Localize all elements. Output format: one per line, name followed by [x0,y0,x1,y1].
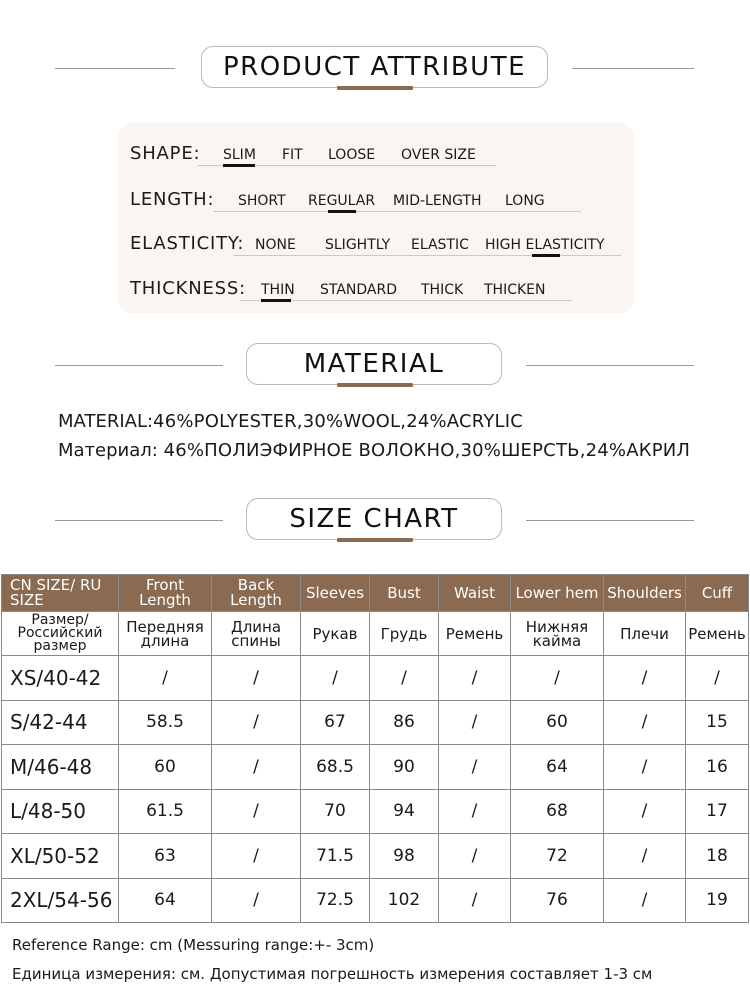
measurement-cell: 58.5 [119,700,212,745]
measurement-cell: 15 [686,700,749,745]
measurement-cell: / [439,789,511,834]
measurement-cell: / [119,656,212,701]
measurement-cell: 60 [511,700,604,745]
table-row [2,745,749,790]
measurement-cell: 19 [686,878,749,923]
column-header: Waist [439,575,511,612]
attribute-option: THIN [261,282,295,298]
measurement-cell: 18 [686,834,749,879]
measurement-cell: / [511,656,604,701]
reference-range-note: Reference Range: cm (Messuring range:+- 3cm) [12,936,375,954]
attribute-option: ELASTIC [411,237,469,253]
divider-line [572,68,694,69]
measurement-cell: 76 [511,878,604,923]
selected-mark [328,210,356,213]
measurement-cell: / [686,656,749,701]
measurement-cell: 102 [370,878,439,923]
measurement-cell: 63 [119,834,212,879]
divider-line [526,365,694,366]
table-header-row-ru [2,612,749,656]
measurement-cell: / [370,656,439,701]
column-header: Передняя длина [119,612,212,656]
measurement-cell: 72 [511,834,604,879]
measurement-cell: / [604,834,686,879]
measurement-cell: / [212,700,301,745]
measurement-cell: / [604,789,686,834]
material-label: Материал: [58,440,158,461]
selected-mark [261,299,291,302]
attribute-label: ELASTICITY: [130,233,245,254]
measurement-cell: 60 [119,745,212,790]
attribute-option: FIT [282,147,303,163]
size-label-cell: XS/40-42 [2,656,119,701]
measurement-cell: / [604,878,686,923]
attribute-option: NONE [255,237,296,253]
column-header: Ремень [439,612,511,656]
measurement-cell: 72.5 [301,878,370,923]
measurement-cell: / [604,656,686,701]
measurement-cell: 68.5 [301,745,370,790]
measurement-cell: / [439,834,511,879]
measurement-cell: / [439,656,511,701]
attribute-option: THICK [421,282,464,298]
attribute-option: LONG [505,193,545,209]
attribute-option: LOOSE [328,147,376,163]
attribute-row-thickness [118,266,634,306]
column-header: Cuff [686,575,749,612]
size-chart-body [2,656,749,923]
column-header: Bust [370,575,439,612]
column-header: Sleeves [301,575,370,612]
measurement-cell: / [604,745,686,790]
divider-line [55,520,223,521]
attribute-label: SHAPE: [130,143,201,164]
attribute-option: MID-LENGTH [393,193,482,209]
material-value: 46%ПОЛИЭФИРНОЕ ВОЛОКНО,30%ШЕРСТЬ,24%АКРИЛ [163,440,691,461]
selected-mark [532,254,560,257]
measurement-cell: / [212,789,301,834]
attribute-option: SHORT [238,193,286,209]
measurement-cell: 68 [511,789,604,834]
column-header: Ремень [686,612,749,656]
attribute-underline [233,255,621,256]
attribute-row-shape [118,131,634,171]
title-accent-bar [337,538,413,542]
column-header: Размер/ Российский размер [2,612,119,656]
size-chart-table [1,574,749,923]
measurement-cell: / [439,745,511,790]
measurement-cell: 64 [511,745,604,790]
attribute-option: SLIM [223,147,256,163]
column-header: Нижняя кайма [511,612,604,656]
table-row [2,878,749,923]
size-chart-header [0,498,750,544]
attribute-panel [118,123,634,313]
measurement-cell: / [212,878,301,923]
column-header: Плечи [604,612,686,656]
measurement-note-ru: Единица измерения: см. Допустимая погрешность измерения составляет 1-3 см [12,965,653,983]
material-line-ru [58,440,690,461]
section-title: MATERIAL [246,343,502,385]
measurement-cell: 16 [686,745,749,790]
column-header: Длина спины [212,612,301,656]
measurement-cell: 64 [119,878,212,923]
size-label-cell: 2XL/54-56 [2,878,119,923]
selected-mark [223,164,255,167]
measurement-cell: 71.5 [301,834,370,879]
table-header-row-en [2,575,749,612]
measurement-cell: 98 [370,834,439,879]
divider-line [55,365,223,366]
material-header [0,343,750,389]
attribute-option: SLIGHTLY [325,237,391,253]
attribute-option: THICKEN [484,282,546,298]
table-row [2,834,749,879]
column-header: Рукав [301,612,370,656]
attribute-option: REGULAR [308,193,376,209]
attribute-option: HIGH ELASTICITY [485,237,605,253]
measurement-cell: 86 [370,700,439,745]
attribute-label: THICKNESS: [130,278,246,299]
attribute-label: LENGTH: [130,189,215,210]
measurement-cell: / [212,745,301,790]
size-label-cell: S/42-44 [2,700,119,745]
product-attribute-header [0,46,750,92]
divider-line [55,68,175,69]
section-title: PRODUCT ATTRIBUTE [201,46,548,88]
size-label-cell: M/46-48 [2,745,119,790]
column-header: Back Length [212,575,301,612]
attribute-underline [213,211,581,212]
material-line-en [58,411,523,432]
measurement-cell: / [212,656,301,701]
measurement-cell: / [439,700,511,745]
measurement-cell: / [212,834,301,879]
attribute-option: OVER SIZE [401,147,476,163]
size-label-cell: L/48-50 [2,789,119,834]
column-header: Shoulders [604,575,686,612]
measurement-cell: / [301,656,370,701]
column-header: Lower hem [511,575,604,612]
size-label-cell: XL/50-52 [2,834,119,879]
column-header: Front Length [119,575,212,612]
measurement-cell: / [439,878,511,923]
measurement-cell: 17 [686,789,749,834]
material-label: MATERIAL: [58,411,154,432]
material-value: 46%POLYESTER,30%WOOL,24%ACRYLIC [153,411,524,432]
measurement-cell: 67 [301,700,370,745]
measurement-cell: 61.5 [119,789,212,834]
section-title: SIZE CHART [246,498,502,540]
title-accent-bar [337,86,413,90]
attribute-option: STANDARD [320,282,398,298]
table-row [2,700,749,745]
attribute-row-elasticity [118,221,634,261]
measurement-cell: 70 [301,789,370,834]
measurement-cell: 94 [370,789,439,834]
column-header: Грудь [370,612,439,656]
column-header: CN SIZE/ RU SIZE [2,575,119,612]
divider-line [526,520,694,521]
title-accent-bar [337,383,413,387]
measurement-cell: / [604,700,686,745]
table-row [2,656,749,701]
attribute-row-length [118,177,634,217]
measurement-cell: 90 [370,745,439,790]
table-row [2,789,749,834]
